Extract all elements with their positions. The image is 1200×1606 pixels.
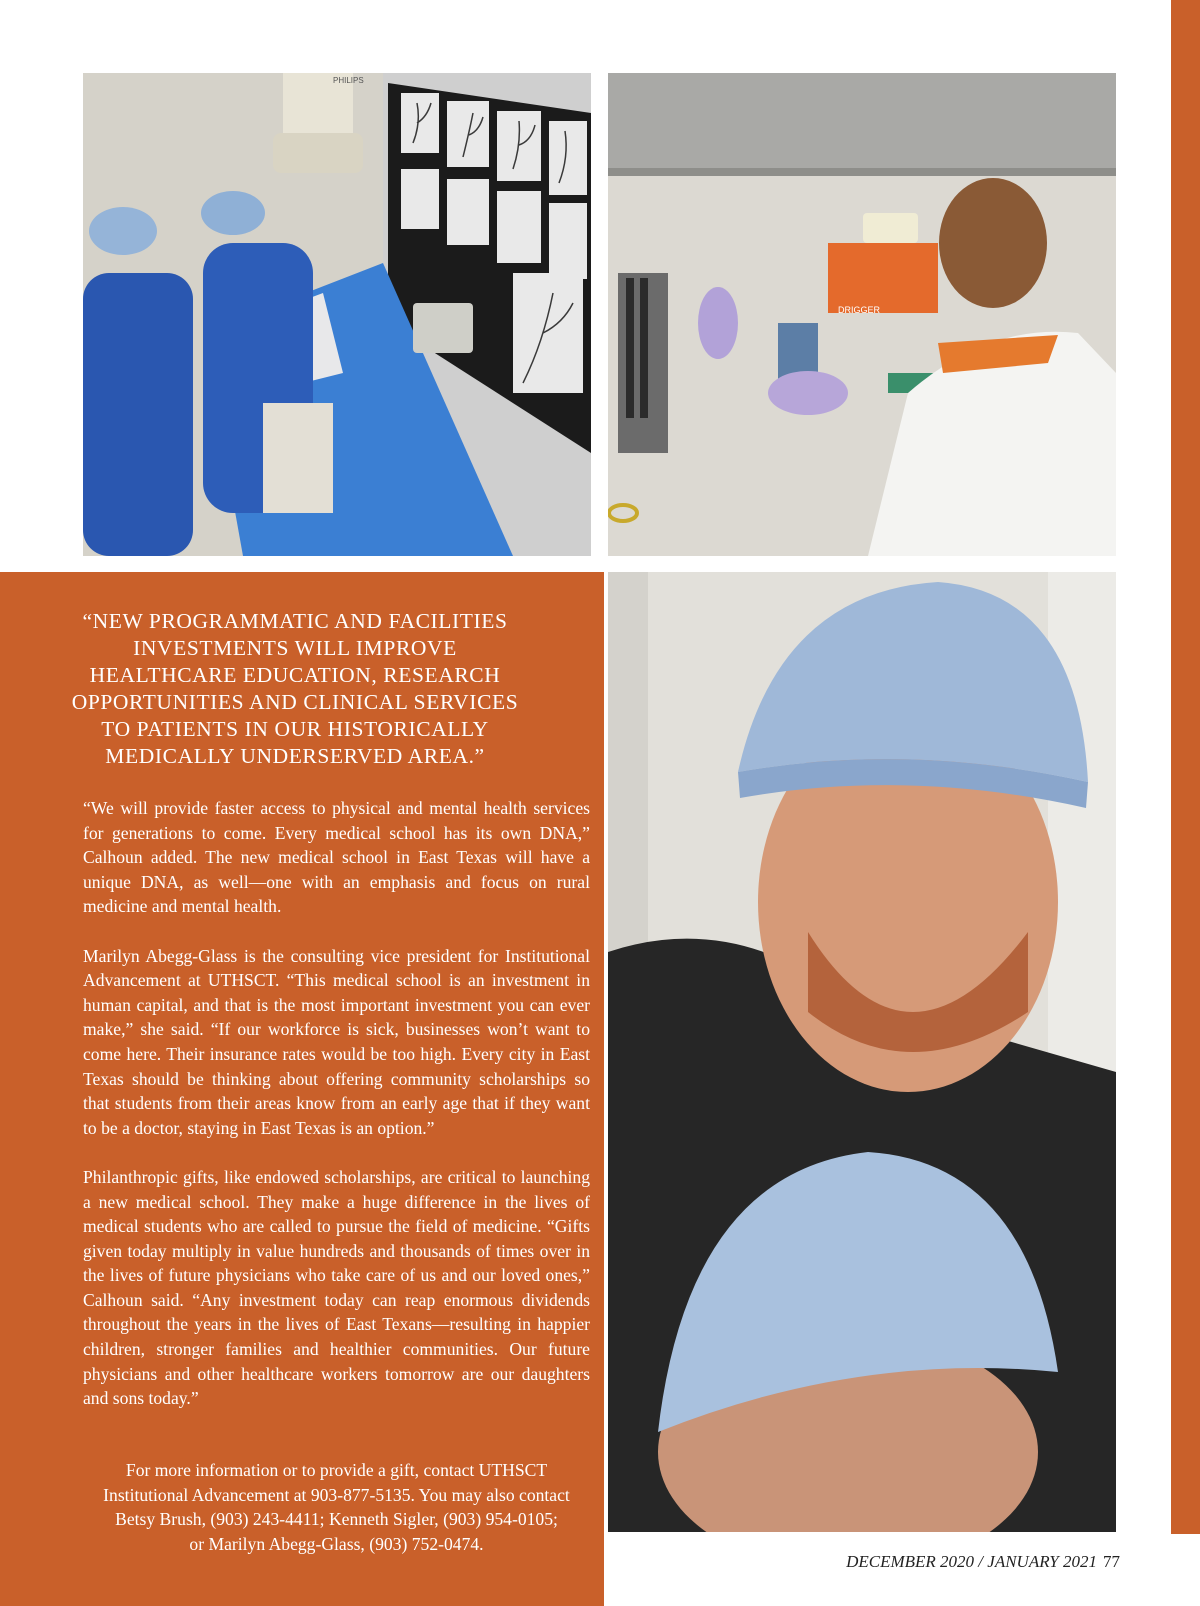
philips-label: PHILIPS xyxy=(333,76,364,85)
photo-lab-technician xyxy=(608,73,1116,556)
paragraph-calhoun-dna: “We will provide faster access to physical and mental health services for generations to come. Every medical school has its own DNA,” Calhoun added. The new medical school in East Texas will have a unique DNA, as well—one with an emphasis and focus on rural medicine and mental health. xyxy=(83,798,590,917)
drigger-label: DRIGGER xyxy=(838,305,881,315)
contact-line: or Marilyn Abegg-Glass, (903) 752-0474. xyxy=(189,1533,484,1554)
photo-medical-students xyxy=(608,572,1116,1532)
pull-quote: “NEW PROGRAMMATIC AND FACILITIES INVESTMENTS WILL IMPROVE HEALTHCARE EDUCATION, RESEARCH OPPORTUNITIES AND CLINICAL SERVICES TO PATIENTS IN OUR HISTORICALLY MEDICALLY UNDERSERVED AREA.” xyxy=(71,609,519,768)
technician-head xyxy=(939,178,1047,308)
paragraph-philanthropic-gifts: Philanthropic gifts, like endowed scholarships, are critical to launching a new medical school. They make a huge difference in the lives of medical students who are called to pursue the field of medicine. “Gifts given today multiply in value hundreds and thousands of times over in the lives of future physicians who take care of us and our loved ones,” Calhoun said. “Any investment today can reap enormous dividends throughout the years in the lives of East Texans—resulting in happier children, stronger families and healthier communities. Our future physicians and other healthcare workers tomorrow are our daughters and sons today.” xyxy=(83,1166,590,1409)
lab-illustration xyxy=(608,73,1116,556)
side-accent-stripe xyxy=(1171,0,1200,1534)
article-body xyxy=(83,796,590,1435)
students-illustration xyxy=(608,572,1116,1532)
page-footer xyxy=(824,1552,1120,1572)
page-number: 77 xyxy=(1103,1552,1120,1571)
issue-date: DECEMBER 2020 / JANUARY 2021 xyxy=(846,1552,1097,1571)
paragraph-abegg-glass: Marilyn Abegg-Glass is the consulting vice president for Institutional Advancement at UTHSCT. “This medical school is an investment in human capital, and that is the most important investment you can ever make,” she said. “If our workforce is sick, businesses won’t want to come here. Their insurance rates would be too high. Every city in East Texas should be thinking about offering community scholarships so that students from their areas know from an early age that if they want to be a doctor, staying in East Texas is an option.” xyxy=(83,945,590,1138)
contact-line: For more information or to provide a gift, contact UTHSCT xyxy=(125,1460,548,1480)
contact-line: Betsy Brush, (903) 243-4411; Kenneth Sigler, (903) 954-0105; xyxy=(115,1509,558,1530)
contact-line: Institutional Advancement at 903-877-5135. You may also contact xyxy=(103,1484,570,1505)
quote-panel xyxy=(0,572,604,1606)
contact-info xyxy=(83,1458,590,1556)
photo-cath-lab-surgeons xyxy=(83,73,591,556)
cath-lab-illustration xyxy=(83,73,591,556)
